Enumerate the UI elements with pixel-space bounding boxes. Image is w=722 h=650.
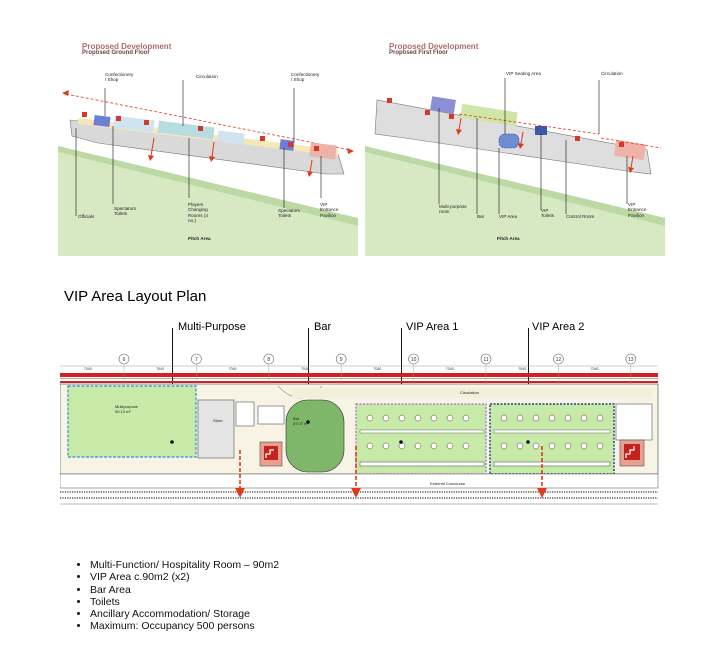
first-label-control-room: Control Room [566, 214, 595, 219]
first-label-vip-area: VIP Area [499, 214, 518, 219]
facility-bullet-list [76, 559, 279, 633]
plan-label-vip-area-1: VIP Area 1 [406, 321, 459, 333]
plan-room-multipurpose-area: 90.13 m² [115, 409, 131, 414]
grid-dimension-label: 7040 [301, 367, 309, 371]
grid-dimension-label: 7040 [228, 367, 237, 371]
grid-bubble-label: 12 [555, 357, 562, 363]
grid-bubble-label: 8 [267, 357, 271, 363]
first-label-vip-toilets: VIP Toilets [541, 208, 555, 219]
first-label-bar: Bar [477, 214, 485, 219]
bar-room [286, 400, 344, 472]
ground-label-officials: Officials [78, 214, 95, 219]
plan-label-bar: Bar [314, 321, 332, 333]
grid-bubble-label: 7 [195, 357, 198, 363]
list-item: • VIP Area c.90m2 (x2) [90, 571, 279, 583]
first-label-vip-seating: VIP Seating Area [506, 71, 541, 76]
first-floor-panel [365, 38, 665, 256]
grid-dimension-label: 7040 [373, 367, 382, 371]
first-label-circulation: Circulation [601, 71, 623, 76]
list-item: • Multi-Function/ Hospitality Room – 90m2 [90, 559, 279, 571]
ground-pitch-label: Pitch Area [188, 236, 211, 241]
plan-room-multipurpose: Multipurpose [115, 404, 138, 409]
ground-floor-title: Proposed Development [82, 42, 172, 51]
ground-label-confectionery: Confectionery / Shop [105, 72, 134, 83]
first-label-vip-entrance: VIP Entrance Pavilion [628, 202, 647, 218]
ground-label-vip-entrance: VIP Entrance Pavilion [320, 202, 339, 218]
ground-label-spectators-toilets-2: Spectators Toilets [278, 208, 300, 219]
vip-plan-drawing [60, 350, 660, 520]
vip-plan-title: VIP Area Layout Plan [64, 288, 207, 305]
grid-bubble-label: 10 [410, 357, 417, 363]
first-floor-title: Proposed Development [389, 42, 479, 51]
plan-circulation: Circulation [460, 390, 479, 395]
ground-label-confectionery-2: Confectionery / Shop [291, 72, 320, 83]
ground-floor-panel [58, 38, 358, 256]
plan-room-bar-area: 37.07 m² [293, 421, 309, 426]
list-item: • Bar Area [90, 584, 279, 596]
grid-dimension-label: 7040 [590, 367, 599, 371]
plan-store: Store [213, 418, 223, 423]
list-item: • Toilets [90, 596, 279, 608]
multipurpose-room [68, 386, 196, 457]
grid-bubble-label: 9 [339, 357, 343, 363]
grid-bubble-label: 11 [483, 357, 489, 363]
plan-external-concourse: External Concourse [430, 481, 466, 486]
grid-dimension-label: 7040 [156, 367, 165, 371]
grid-dimension-label: 7040 [445, 367, 454, 371]
first-label-multi-purpose: Multi-purpose room [439, 204, 467, 215]
plan-label-vip-area-2: VIP Area 2 [532, 321, 585, 333]
list-item: • Maximum: Occupancy 500 persons [90, 620, 279, 632]
plan-room-bar: Bar [293, 416, 300, 421]
plan-label-multi-purpose: Multi-Purpose [178, 321, 246, 333]
grid-dimension-label: 7040 [518, 367, 527, 371]
list-item: • Ancillary Accommodation/ Storage [90, 608, 279, 620]
ground-floor-subtitle: Proposed Ground Floor [82, 50, 150, 56]
grid-bubble-label: 6 [122, 357, 126, 363]
ground-label-circulation: Circulation [196, 74, 218, 79]
ground-label-players-changing: Players Changing Rooms (4 no.) [188, 202, 208, 224]
first-pitch-label: Pitch Area [497, 236, 520, 241]
grid-bubble-label: 13 [628, 357, 634, 363]
ground-label-spectators-toilets: Spectators Toilets [114, 206, 136, 217]
grid-dimension-label: 7040 [83, 367, 92, 371]
first-floor-subtitle: Proposed First Floor [389, 50, 449, 56]
